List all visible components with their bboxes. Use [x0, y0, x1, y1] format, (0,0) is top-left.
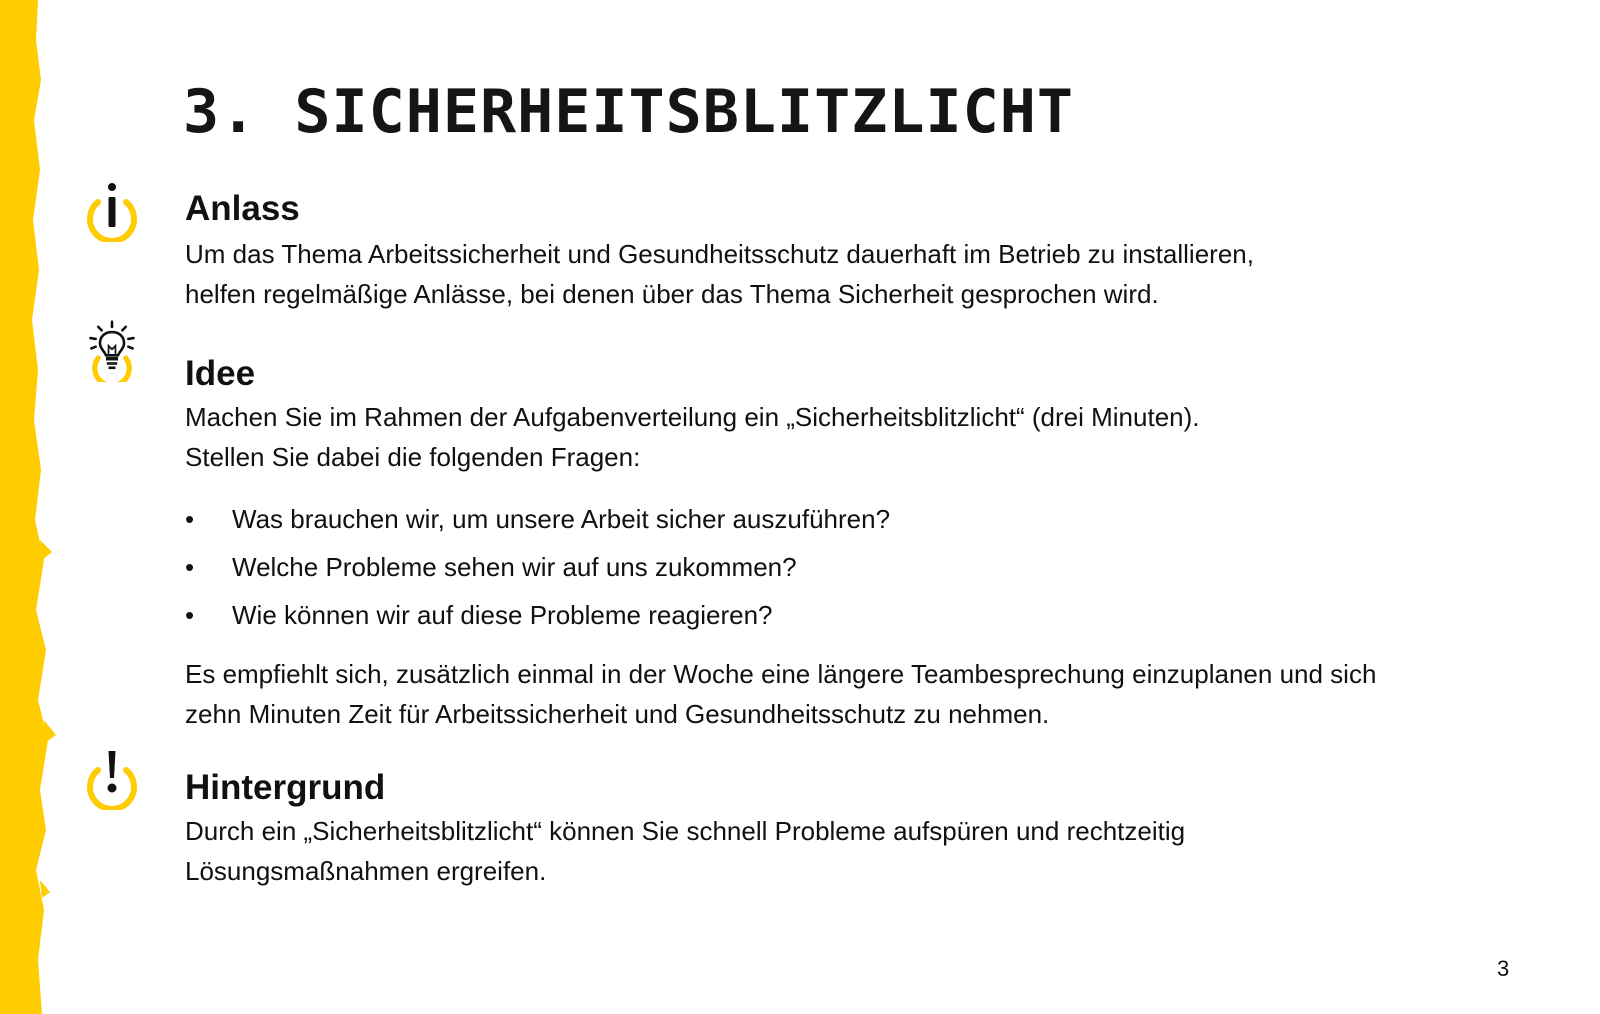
anlass-text-line: Um das Thema Arbeitssicherheit und Gesundheitsschutz dauerhaft im Betrieb zu installieren, [185, 239, 1254, 269]
idee-text-line: Stellen Sie dabei die folgenden Fragen: [185, 442, 641, 472]
page-number: 3 [1497, 956, 1510, 981]
page-title: 3. SICHERHEITSBLITZLICHT [183, 77, 1074, 147]
question-list [185, 503, 890, 647]
idee-closing-line: Es empfiehlt sich, zusätzlich einmal in der Woche eine längere Teambesprechung einzuplanen und sich [185, 659, 1377, 689]
list-item: • Was brauchen wir, um unsere Arbeit sicher auszuführen? [185, 503, 890, 551]
exclamation-icon [82, 748, 142, 810]
hintergrund-text-line: Durch ein „Sicherheitsblitzlicht“ können Sie schnell Probleme aufspüren und rechtzeitig [185, 816, 1186, 846]
idee-text-line: Machen Sie im Rahmen der Aufgabenverteilung ein „Sicherheitsblitzlicht“ (drei Minuten). [185, 402, 1200, 432]
idee-closing-line: zehn Minuten Zeit für Arbeitssicherheit und Gesundheitsschutz zu nehmen. [185, 699, 1050, 729]
yellow-brush-edge [0, 0, 60, 1014]
anlass-text-line: helfen regelmäßige Anlässe, bei denen über das Thema Sicherheit gesprochen wird. [185, 279, 1159, 309]
list-item: • Welche Probleme sehen wir auf uns zukommen? [185, 551, 890, 599]
section-heading-anlass: Anlass [185, 189, 300, 228]
section-heading-hintergrund: Hintergrund [185, 768, 386, 807]
lightbulb-icon [82, 320, 142, 382]
hintergrund-text-line: Lösungsmaßnahmen ergreifen. [185, 856, 547, 886]
section-heading-idee: Idee [185, 354, 256, 393]
info-icon [82, 180, 142, 242]
list-item: • Wie können wir auf diese Probleme reagieren? [185, 599, 890, 647]
